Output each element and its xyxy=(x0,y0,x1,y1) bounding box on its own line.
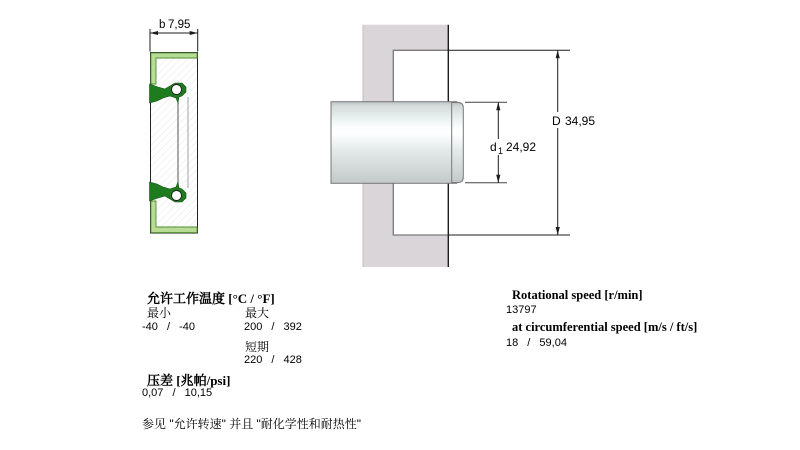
d1-arrow-top xyxy=(496,102,500,110)
temperature-title: 允许工作温度 [°C / °F] xyxy=(147,291,275,306)
d1-label-subscript: 1 xyxy=(498,146,504,156)
pressure-title: 压差 [兆帕/psi] xyxy=(147,373,231,388)
D-value: 34,95 xyxy=(565,114,596,128)
temperature-max-value: 200 / 392 xyxy=(244,321,302,333)
d1-label: d xyxy=(490,140,497,154)
seal-cross-section-diagram xyxy=(130,10,260,250)
garter-spring-top xyxy=(172,85,182,95)
housing-bore-notch-top xyxy=(393,50,449,102)
D-label: D xyxy=(552,114,561,128)
rotational-speed-value: 13797 xyxy=(506,304,537,316)
b-arrow-left xyxy=(150,31,158,35)
shaft xyxy=(331,102,457,184)
temperature-short-term-label: 短期 xyxy=(245,340,270,354)
b-dimension xyxy=(150,29,198,52)
D-arrow-bottom xyxy=(556,227,560,235)
garter-spring-bottom xyxy=(172,191,182,201)
pressure-value: 0,07 / 10,15 xyxy=(142,387,213,399)
b-dimension-label: b xyxy=(159,19,166,31)
temperature-max-label: 最大 xyxy=(245,306,270,320)
D-arrow-top xyxy=(556,50,560,58)
b-dimension-value: 7,95 xyxy=(168,19,191,31)
svg-text:D34,95 xyxy=(552,114,595,128)
shaft-end-cap xyxy=(452,103,464,183)
temperature-short-term-value: 220 / 428 xyxy=(244,354,302,366)
seal-interior-hatch xyxy=(151,53,197,233)
d1-value: 24,92 xyxy=(506,140,537,154)
temperature-min-label: 最小 xyxy=(147,306,172,320)
circumferential-speed-title: at circumferential speed [m/s / ft/s] xyxy=(512,320,698,334)
b-arrow-right xyxy=(190,31,198,35)
rotational-speed-title: Rotational speed [r/min] xyxy=(512,288,643,302)
installation-diagram xyxy=(320,15,620,280)
housing-bore-notch-bottom xyxy=(393,183,449,235)
d1-arrow-bottom xyxy=(496,175,500,183)
temperature-min-value: -40 / -40 xyxy=(142,321,195,333)
reference-note: 参见 "允许转速" 并且 "耐化学性和耐热性" xyxy=(142,417,362,431)
circumferential-speed-value: 18 / 59,04 xyxy=(506,337,567,349)
d1-dimension xyxy=(465,102,541,182)
